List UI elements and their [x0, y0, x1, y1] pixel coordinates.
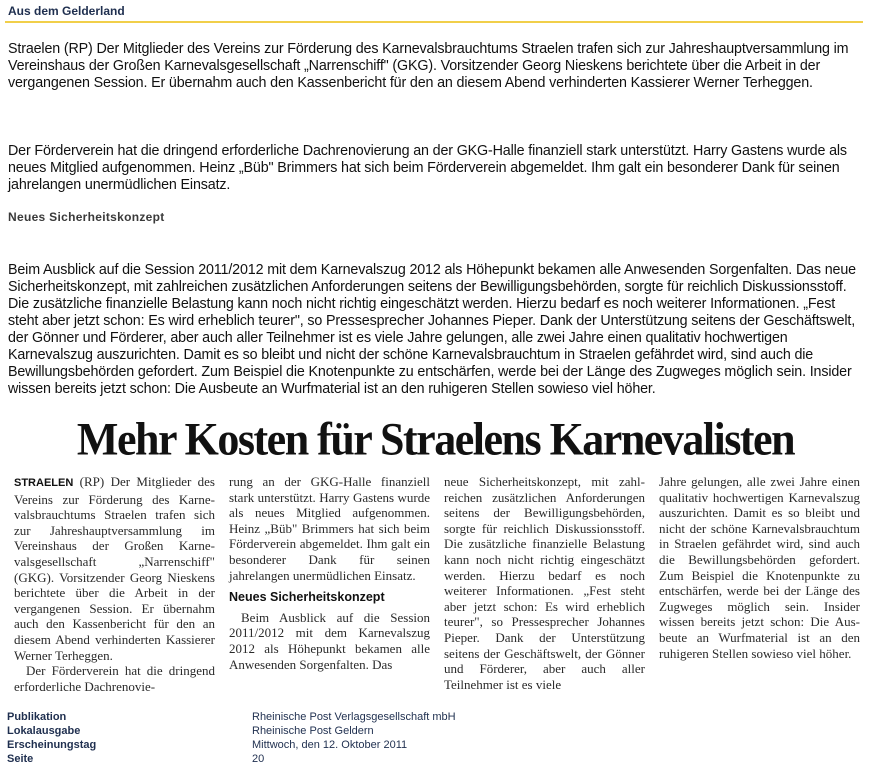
- metadata-label: Erscheinungstag: [7, 739, 97, 751]
- article-subheading: Neues Sicherheitskonzept: [8, 210, 165, 224]
- metadata-row-publikation: [7, 710, 456, 724]
- clipping-column-2: [229, 474, 430, 672]
- clipping-col1-para-2: Der Förderverein hat die dringend erforderliche Dachrenovie-: [14, 663, 215, 694]
- section-title: Aus dem Gelderland: [8, 4, 125, 18]
- clipping-headline: Mehr Kosten für Straelens Karnevalisten: [76, 413, 795, 466]
- article-paragraph-2: Der Förderverein hat die dringend erforderliche Dachrenovierung an der GKG-Halle finanziell stark unterstützt. Harry Gastens wurde als neues Mitglied aufgenommen. Heinz „Büb" Brimmers hat sich beim Förderverein abgemeldet. Ihm galt ein besonderer Dank für seinen jahrelangen unermüdlichen Einsatz.: [8, 143, 847, 193]
- clipping-column-4: [659, 474, 860, 661]
- metadata-value: 20: [252, 753, 265, 765]
- metadata-row-seite: [7, 752, 456, 766]
- clipping-column-3: [444, 474, 645, 692]
- metadata-row-erscheinungstag: [7, 738, 456, 752]
- clipping-col2-para-1: rung an der GKG-Halle finanziell stark unterstützt. Harry Gastens wurde als neues Mitglied aufgenommen. Heinz „Büb" Brimmers hat sich beim Förderverein abgemeldet. Ihm galt ein besonderer Dank für seinen jahrelangen unermüdlichen Einsatz.: [229, 474, 430, 583]
- clipping-col1-para-1: [14, 474, 215, 663]
- header-divider: [5, 21, 863, 23]
- article-paragraph-1: Straelen (RP) Der Mitglieder des Vereins zur Förderung des Karnevalsbrauchtums Straelen trafen sich zur Jahreshauptversammlung im Vereinshaus der Großen Karnevalsgesellschaft „Narrenschiff" (GKG). Vorsitzender Georg Nieskens berichtete über die Arbeit in der vergangenen Session. Er übernahm auch den Kassenbericht für den an diesem Abend verhinderten Kassierer Werner Terheggen.: [8, 41, 849, 91]
- clipping-col3-para-1: neue Sicherheitskonzept, mit zahlreichen zusätzlichen Anforderungen seitens der Bewilligungsbehörden, sorgte für reichlich Diskussionsstoff. Die zusätzliche finanzielle Belastung kann noch nicht richtig eingeschätzt werden. Hierzu bedarf es noch weiterer Informationen. „Fest steht aber jetzt schon: Es wird erheblich teurer", so Pressesprecher Johannes Pieper. Dank der Unterstützung seitens der Geschäftswelt, der Gönner und Förderer, aber auch aller Teilnehmer ist es viele: [444, 474, 645, 692]
- clipping-dateline: STRAELEN: [14, 477, 74, 489]
- metadata-value: Rheinische Post Verlagsgesellschaft mbH: [252, 711, 456, 723]
- metadata-value: Mittwoch, den 12. Oktober 2011: [252, 739, 408, 751]
- metadata-value: Rheinische Post Geldern: [252, 725, 374, 737]
- clipping-subheading: Neues Sicherheitskonzept: [229, 590, 385, 605]
- publication-metadata: [7, 710, 456, 766]
- metadata-label: Lokalausgabe: [7, 725, 81, 737]
- clipping-col1-text: (RP) Der Mitglieder des Vereins zur Förderung des Karnevalsbrauchtums Straelen trafen sich zur Jahreshauptversammlung im Vereinshaus der Großen Karnevalsgesellschaft „Narrenschiff" (GKG). Vorsitzender Georg Nieskens berichtete über die Arbeit in der vergangenen Session. Er übernahm auch den Kassenbericht für den an diesem Abend verhinderten Kassierer Werner Terheggen.: [14, 474, 215, 663]
- clipping-col4-para-1: Jahre gelungen, alle zwei Jahre einen qualitativ hochwertigen Karnevalszug auszurichten. Damit es so bleibt und nicht der schöne Karnevalsbrauchtum in Straelen gefährdet wird, sind auch die Bewillungsbehörden gefordert. Zum Beispiel die Knotenpunkte zu entschärfen, werde bei der Länge des Zugweges möglich sein. Insider wissen bereits jetzt schon: Die Ausbeute an Wurfmaterial ist an den ruhigeren Stellen sowieso viel höher.: [659, 474, 860, 661]
- article-paragraph-3: Beim Ausblick auf die Session 2011/2012 mit dem Karnevalszug 2012 als Höhepunkt bekamen alle Anwesenden Sorgenfalten. Das neue Sicherheitskonzept, mit zahlreichen zusätzlichen Anforderungen seitens der Bewilligungsbehörden, sorgte für reichlich Diskussionsstoff. Die zusätzliche finanzielle Belastung kann noch nicht richtig eingeschätzt werden. Hierzu bedarf es noch weiterer Informationen. „Fest steht aber jetzt schon: Es wird erheblich teurer", so Pressesprecher Johannes Pieper. Dank der Unterstützung seitens der Geschäftswelt, der Gönner und Förderer, aber auch aller Teilnehmer ist es viele Jahre gelungen, alle zwei Jahre einen qualitativ hochwertigen Karnevalszug auszurichten. Damit es so bleibt und nicht der schöne Karnevalsbrauchtum in Straelen gefährdet wird, sind auch die Bewillungsbehörden gefordert. Zum Beispiel die Knotenpunkte zu entschärfen, werde bei der Länge des Zugweges möglich sein. Insider wissen bereits jetzt schon: Die Ausbeute an Wurfmaterial ist an den ruhigeren Stellen sowieso viel höher.: [8, 262, 856, 397]
- metadata-label: Seite: [7, 753, 34, 765]
- metadata-row-lokalausgabe: [7, 724, 456, 738]
- clipping-col2-para-2: Beim Ausblick auf die Session 2011/2012 mit dem Karnevalszug 2012 als Höhepunkt bekamen alle Anwesenden Sorgenfalten. Das: [229, 609, 430, 672]
- metadata-label: Publikation: [7, 711, 67, 723]
- clipping-column-1: [14, 474, 215, 694]
